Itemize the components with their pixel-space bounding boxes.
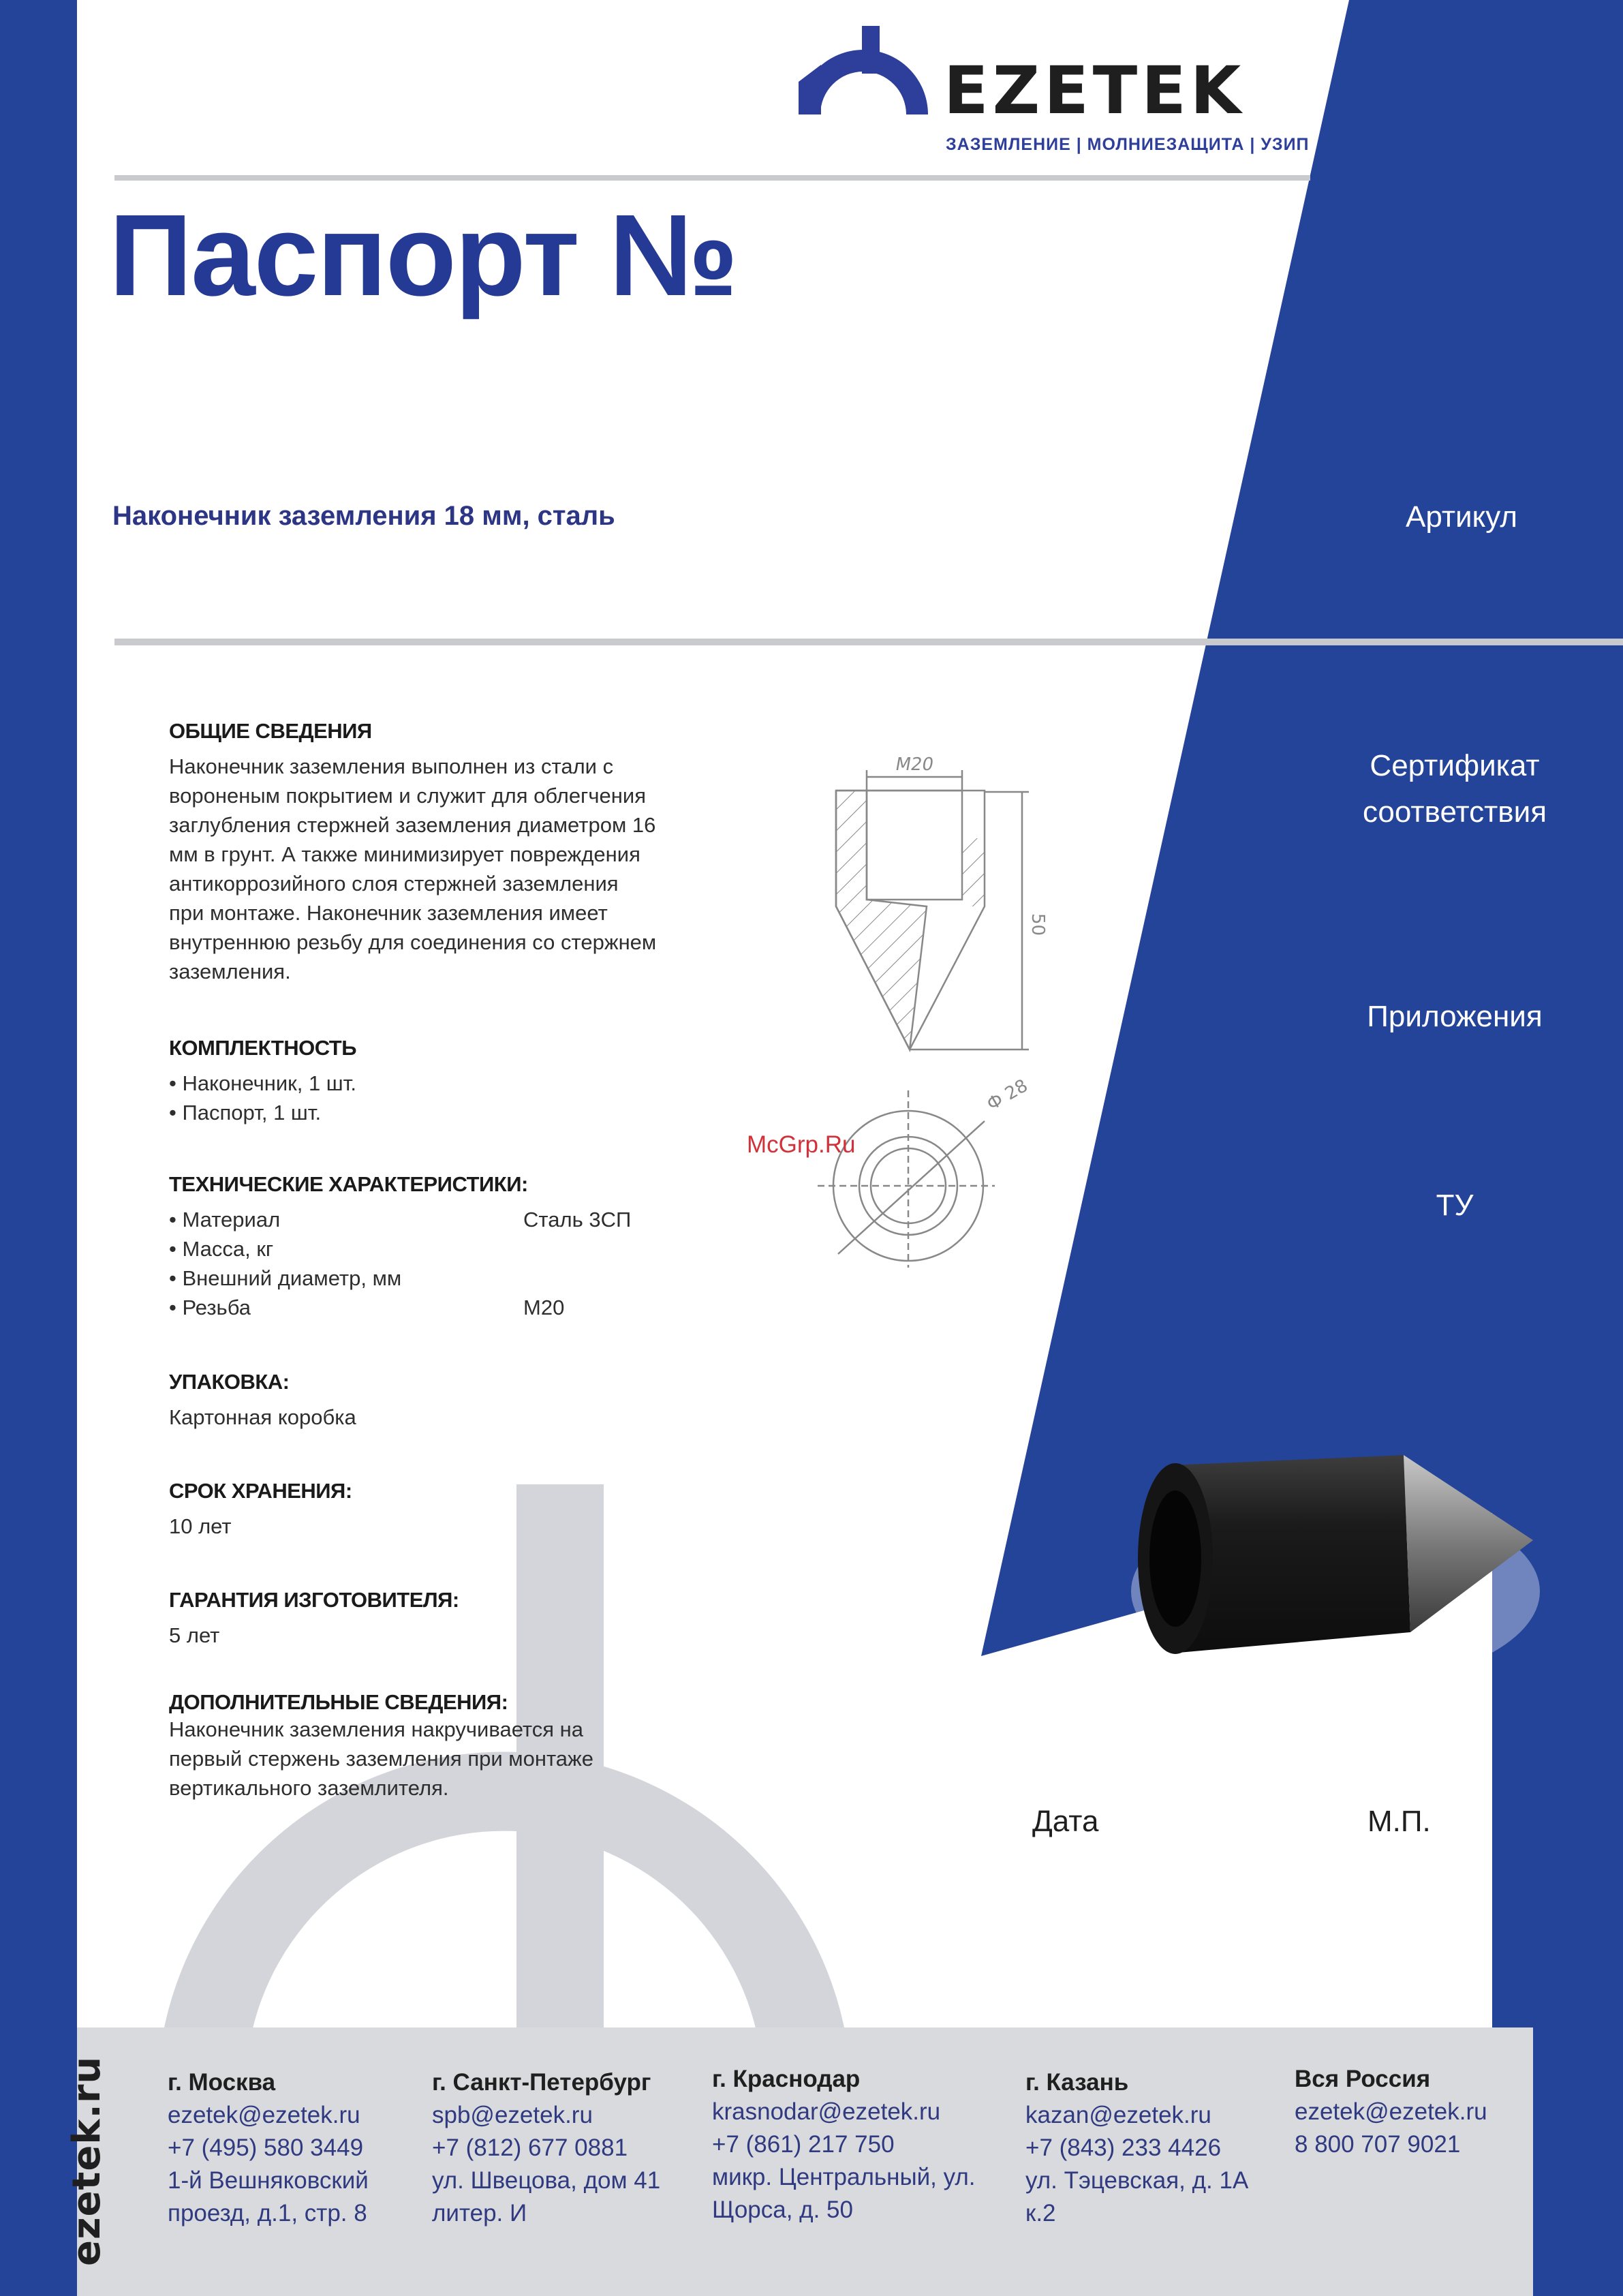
section-heading: УПАКОВКА: — [169, 1370, 290, 1394]
office-phone[interactable]: 8 800 707 9021 — [1295, 2131, 1461, 2158]
section-heading: ТЕХНИЧЕСКИЕ ХАРАКТЕРИСТИКИ: — [169, 1172, 528, 1196]
section-heading: СРОК ХРАНЕНИЯ: — [169, 1479, 352, 1503]
top-view — [818, 1090, 995, 1268]
general-line: заглубления стержней заземления диаметром 16 — [169, 813, 656, 837]
office-address: микр. Центральный, ул. — [712, 2164, 976, 2190]
office-address: проезд, д.1, стр. 8 — [168, 2200, 367, 2226]
tech-key: • Резьба — [169, 1296, 251, 1319]
section-warranty — [169, 1588, 728, 1650]
side-view — [836, 770, 1029, 1050]
office-address: Щорса, д. 50 — [712, 2196, 853, 2223]
section-general — [169, 719, 728, 986]
appendices-label: Приложения — [1367, 1000, 1543, 1033]
general-line: вороненым покрытием и служит для облегчения — [169, 784, 646, 808]
office-city: г. Казань — [1025, 2069, 1129, 2096]
general-line: Наконечник заземления выполнен из стали с — [169, 754, 614, 778]
general-line: заземления. — [169, 960, 291, 983]
footer-site-link[interactable]: ezetek.ru — [65, 2055, 109, 2266]
left-blue-bar — [0, 0, 77, 2296]
tech-row — [169, 1264, 728, 1293]
date-label: Дата — [1032, 1805, 1099, 1838]
thread-dimension-label: M20 — [893, 754, 936, 775]
product-photo — [1131, 1428, 1540, 1700]
footer-office-krasnodar — [712, 2063, 976, 2226]
section-heading: ДОПОЛНИТЕЛЬНЫЕ СВЕДЕНИЯ: — [169, 1690, 508, 1714]
length-dimension-label: 50 — [1027, 913, 1048, 936]
section-storage — [169, 1479, 728, 1541]
extra-line: Наконечник заземления накручивается на — [169, 1717, 584, 1741]
footer-office-kazan — [1025, 2066, 1248, 2230]
office-phone[interactable]: +7 (861) 217 750 — [712, 2131, 895, 2158]
tech-row — [169, 1234, 728, 1264]
section-tech — [169, 1172, 728, 1322]
general-line: мм в грунт. А также минимизирует повреждения — [169, 842, 640, 866]
office-address: 1-й Вешняковский — [168, 2167, 369, 2194]
watermark-text: McGrp.Ru — [747, 1131, 856, 1158]
office-address: литер. И — [432, 2200, 527, 2226]
right-blue-panel — [981, 0, 1623, 2296]
tu-label: ТУ — [1436, 1189, 1474, 1222]
office-email[interactable]: ezetek@ezetek.ru — [1295, 2098, 1487, 2125]
office-city: г. Краснодар — [712, 2066, 861, 2092]
tech-value: М20 — [523, 1296, 565, 1319]
logo-mark-icon — [799, 26, 928, 114]
certificate-label — [1312, 743, 1598, 836]
footer-office-russia — [1295, 2063, 1487, 2161]
section-packing — [169, 1370, 728, 1432]
storage-text: 10 лет — [169, 1514, 232, 1538]
logo-wordmark: EZETEK — [944, 52, 1246, 129]
office-address: ул. Тэцевская, д. 1А — [1025, 2167, 1249, 2194]
office-email[interactable]: ezetek@ezetek.ru — [168, 2102, 360, 2128]
section-heading: ГАРАНТИЯ ИЗГОТОВИТЕЛЯ: — [169, 1588, 459, 1612]
office-phone[interactable]: +7 (843) 233 4426 — [1025, 2134, 1222, 2161]
tech-row — [169, 1205, 728, 1234]
general-line: внутреннюю резьбу для соединения со стержнем — [169, 930, 657, 954]
office-email[interactable]: spb@ezetek.ru — [432, 2102, 593, 2128]
office-city: г. Москва — [168, 2069, 276, 2096]
tech-row — [169, 1293, 728, 1322]
packing-text: Картонная коробка — [169, 1405, 356, 1429]
office-email[interactable]: kazan@ezetek.ru — [1025, 2102, 1211, 2128]
extra-line: вертикального заземлителя. — [169, 1776, 449, 1800]
article-label: Артикул — [1405, 500, 1518, 534]
tech-key: • Масса, кг — [169, 1237, 274, 1261]
kit-item: • Паспорт, 1 шт. — [169, 1101, 322, 1124]
stamp-label: М.П. — [1367, 1805, 1431, 1838]
section-extra — [169, 1690, 728, 1803]
section-heading: КОМПЛЕКТНОСТЬ — [169, 1036, 357, 1060]
mid-rule — [114, 639, 1623, 645]
section-heading: ОБЩИЕ СВЕДЕНИЯ — [169, 719, 372, 743]
technical-drawing — [818, 743, 1063, 1268]
footer-office-moscow — [168, 2066, 369, 2230]
office-phone[interactable]: +7 (812) 677 0881 — [432, 2134, 628, 2161]
kit-item: • Наконечник, 1 шт. — [169, 1071, 357, 1095]
office-city: г. Санкт-Петербург — [432, 2069, 651, 2096]
general-line: при монтаже. Наконечник заземления имеет — [169, 901, 608, 925]
general-line: антикоррозийного слоя стержней заземления — [169, 872, 619, 896]
section-kit — [169, 1036, 728, 1127]
document-title: Паспорт № — [109, 191, 737, 320]
product-name: Наконечник заземления 18 мм, сталь — [112, 501, 615, 531]
tech-key: • Материал — [169, 1208, 281, 1231]
office-city: Вся Россия — [1295, 2066, 1431, 2092]
office-address: к.2 — [1025, 2200, 1056, 2226]
extra-line: первый стержень заземления при монтаже — [169, 1747, 594, 1771]
certificate-label-line1: Сертификат — [1370, 749, 1540, 782]
tech-key: • Внешний диаметр, мм — [169, 1266, 402, 1290]
office-address: ул. Швецова, дом 41 — [432, 2167, 661, 2194]
office-phone[interactable]: +7 (495) 580 3449 — [168, 2134, 364, 2161]
certificate-label-line2: соответствия — [1362, 795, 1547, 829]
tech-value: Сталь 3СП — [523, 1208, 632, 1231]
logo-tagline: ЗАЗЕМЛЕНИЕ | МОЛНИЕЗАЩИТА | УЗИП — [946, 135, 1310, 154]
header-rule — [114, 175, 1310, 181]
footer-office-spb — [432, 2066, 660, 2230]
warranty-text: 5 лет — [169, 1623, 220, 1647]
office-email[interactable]: krasnodar@ezetek.ru — [712, 2098, 941, 2125]
diameter-dimension-label: Ф 28 — [983, 1075, 1032, 1116]
